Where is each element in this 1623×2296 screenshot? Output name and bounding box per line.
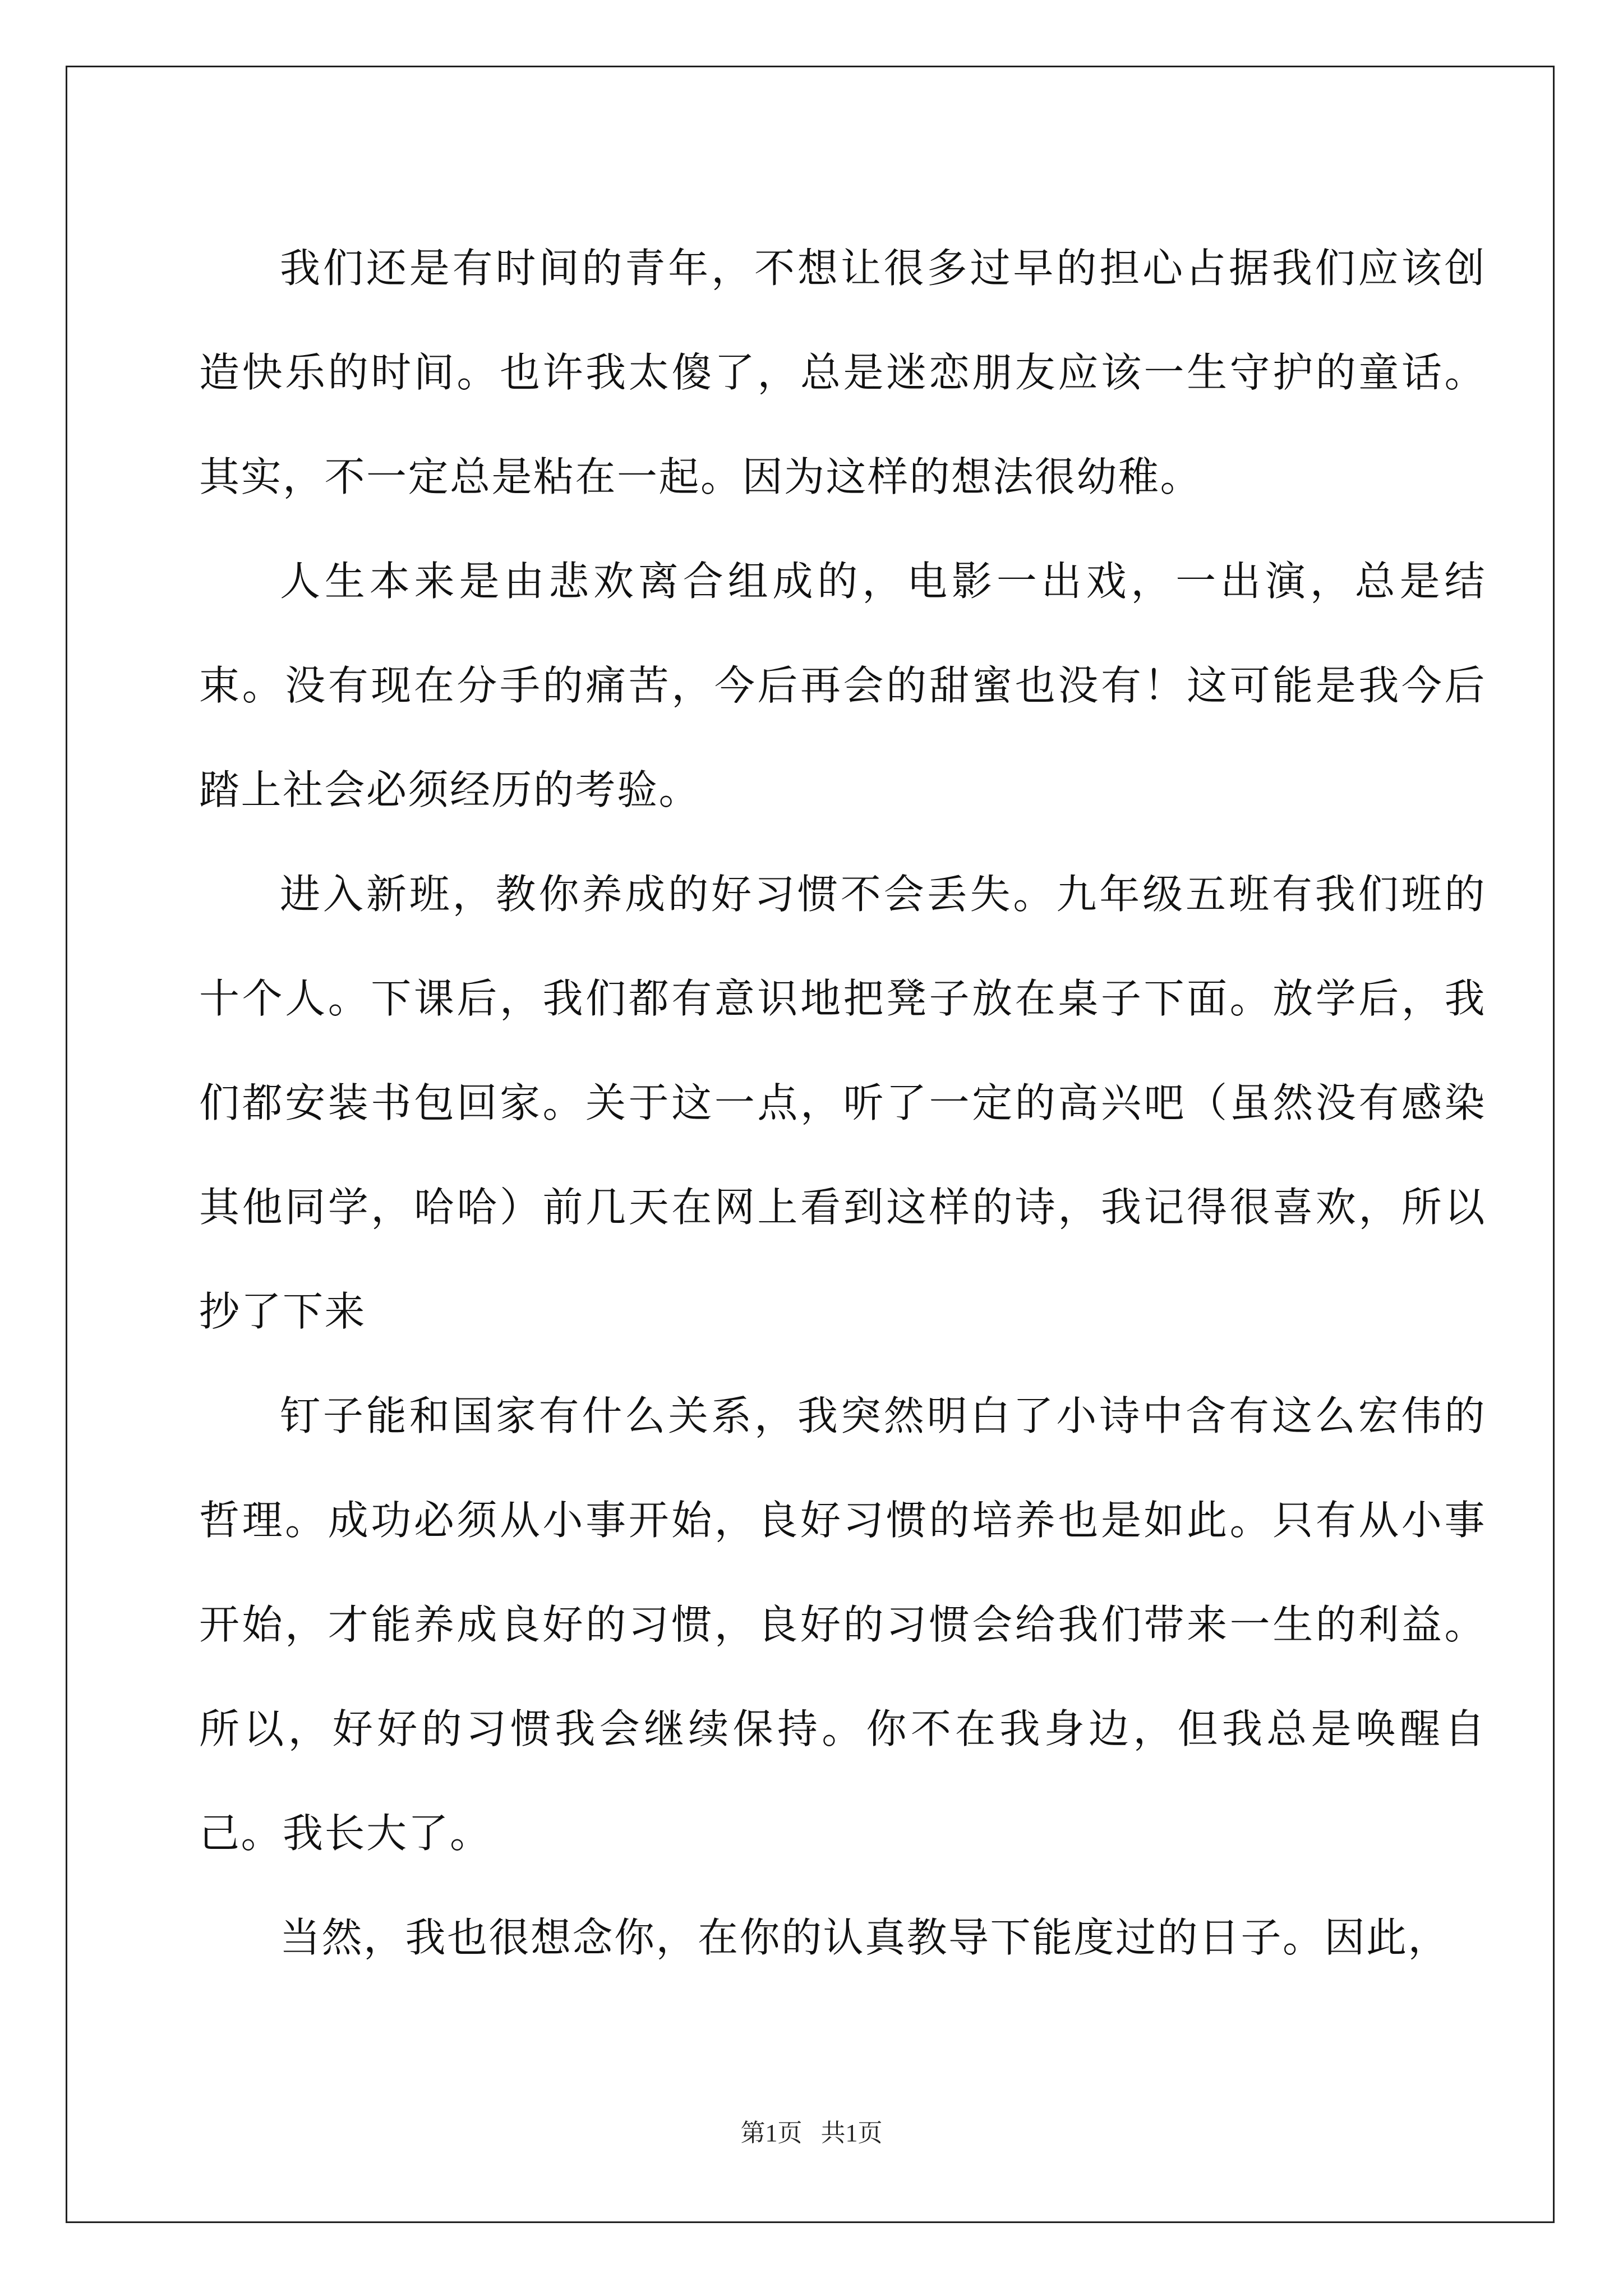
document-body — [199, 216, 1486, 1990]
page-number-footer: 第1页 共1页 — [740, 2119, 883, 2147]
paragraph: 进入新班，教你养成的好习惯不会丢失。九年级五班有我们班的十个人。下课后，我们都有意识地把凳子放在桌子下面。放学后，我们都安装书包回家。关于这一点，听了一定的高兴吧（虽然没有感染其他同学，哈哈）前几天在网上看到这样的诗，我记得很喜欢，所以抄了下来 — [199, 871, 1486, 1335]
paragraph: 钉子能和国家有什么关系，我突然明白了小诗中含有这么宏伟的哲理。成功必须从小事开始，良好习惯的培养也是如此。只有从小事开始，才能养成良好的习惯，良好的习惯会给我们带来一生的利益。所以，好好的习惯我会继续保持。你不在我身边，但我总是唤醒自己。我长大了。 — [199, 1392, 1486, 1857]
paragraph: 当然，我也很想念你，在你的认真教导下能度过的日子。因此， — [280, 1914, 1450, 1961]
paragraph: 我们还是有时间的青年，不想让很多过早的担心占据我们应该创造快乐的时间。也许我太傻了，总是迷恋朋友应该一生守护的童话。其实，不一定总是粘在一起。因为这样的想法很幼稚。 — [199, 245, 1486, 500]
paragraph: 人生本来是由悲欢离合组成的，电影一出戏，一出演，总是结束。没有现在分手的痛苦，今后再会的甜蜜也没有！这可能是我今后踏上社会必须经历的考验。 — [199, 558, 1486, 813]
